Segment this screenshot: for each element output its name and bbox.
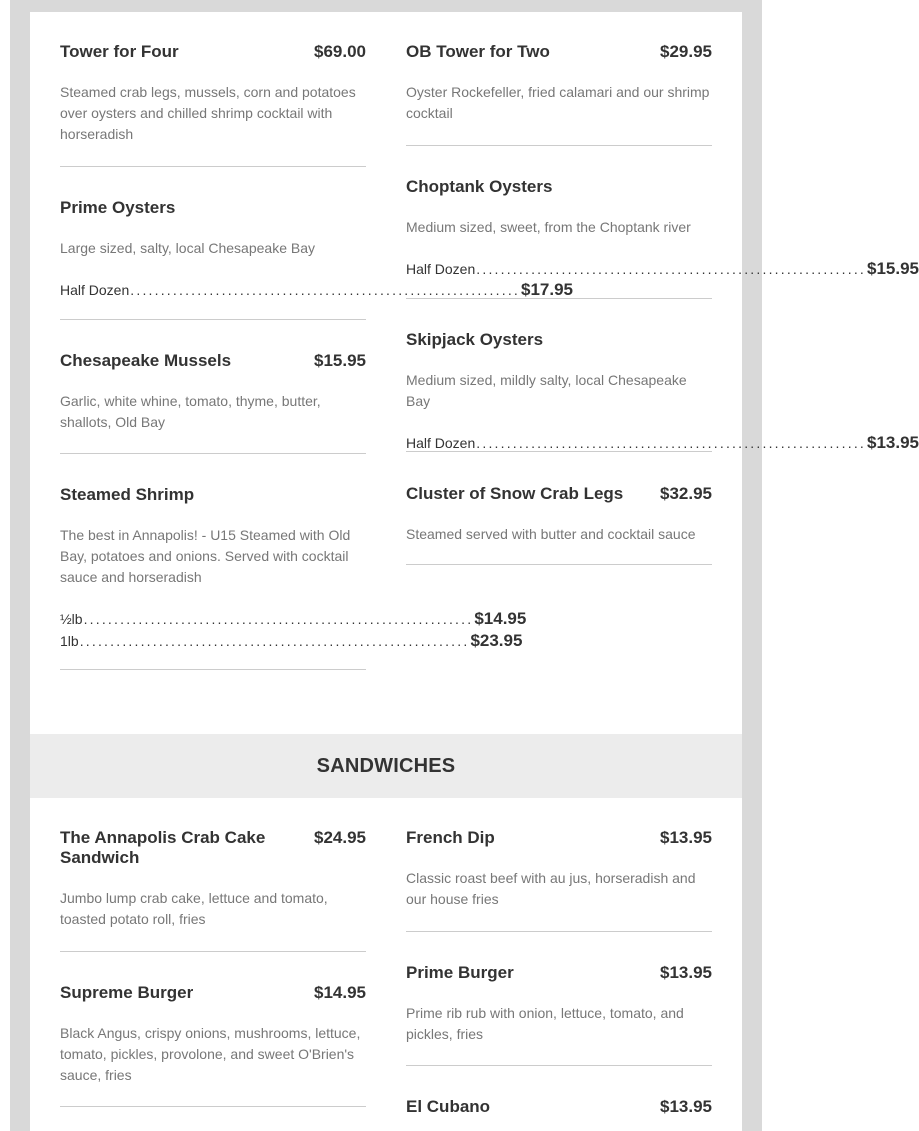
price-line bbox=[60, 608, 527, 630]
item-description: Medium sized, sweet, from the Choptank river bbox=[406, 219, 691, 235]
item-description: Classic roast beef with au jus, horseradish and our house fries bbox=[406, 870, 696, 907]
item-price: $24.95 bbox=[314, 828, 366, 847]
dot-leader: ................................................................ bbox=[476, 261, 867, 277]
item-price: $14.95 bbox=[314, 983, 366, 1002]
item-price: $13.95 bbox=[660, 963, 712, 982]
price-line bbox=[60, 630, 523, 652]
price-line-label: Half Dozen bbox=[406, 435, 476, 451]
item-description: Large sized, salty, local Chesapeake Bay bbox=[60, 240, 315, 256]
menu-item bbox=[406, 828, 712, 932]
item-price: $32.95 bbox=[660, 484, 712, 503]
item-description: Black Angus, crispy onions, mushrooms, lettuce, tomato, pickles, provolone, and sweet O'Brien's sauce, fries bbox=[60, 1025, 361, 1083]
item-name: Tower for Four bbox=[60, 42, 179, 61]
item-name: Supreme Burger bbox=[60, 983, 194, 1002]
item-name: Prime Oysters bbox=[60, 198, 176, 217]
dot-leader: ................................................................ bbox=[476, 435, 867, 451]
menu-item bbox=[406, 299, 919, 452]
item-description: Prime rib rub with onion, lettuce, tomato, and pickles, fries bbox=[406, 1005, 684, 1042]
starters-right-column bbox=[406, 42, 919, 565]
menu-item bbox=[60, 952, 366, 1107]
section-title: SANDWICHES bbox=[316, 754, 456, 777]
menu-item bbox=[406, 146, 919, 299]
item-description: Jumbo lump crab cake, lettuce and tomato, toasted potato roll, fries bbox=[60, 890, 328, 927]
item-description: Steamed crab legs, mussels, corn and potatoes over oysters and chilled shrimp cocktail with horseradish bbox=[60, 84, 356, 142]
price-line-label: Half Dozen bbox=[60, 282, 130, 298]
menu-item bbox=[406, 1066, 712, 1117]
item-name: French Dip bbox=[406, 828, 495, 847]
price-line-price: $15.95 bbox=[867, 259, 919, 278]
price-line bbox=[406, 258, 919, 280]
price-line-label: Half Dozen bbox=[406, 261, 476, 277]
menu-item bbox=[406, 42, 712, 146]
item-name: Prime Burger bbox=[406, 963, 514, 982]
item-name: Skipjack Oysters bbox=[406, 330, 544, 349]
item-price: $69.00 bbox=[314, 42, 366, 61]
item-price: $15.95 bbox=[314, 351, 366, 370]
item-description: Medium sized, mildly salty, local Chesapeake Bay bbox=[406, 372, 687, 409]
item-price: $29.95 bbox=[660, 42, 712, 61]
item-name: El Cubano bbox=[406, 1097, 491, 1116]
menu-item bbox=[60, 320, 366, 454]
item-name: Cluster of Snow Crab Legs bbox=[406, 484, 624, 503]
price-line-price: $23.95 bbox=[470, 631, 523, 650]
price-line-price: $14.95 bbox=[474, 609, 527, 628]
item-description: Steamed served with butter and cocktail sauce bbox=[406, 526, 696, 542]
price-line-price: $13.95 bbox=[867, 433, 919, 452]
section-header-sandwiches bbox=[30, 734, 742, 798]
sandwiches-left-column bbox=[60, 828, 366, 1107]
price-line-price: $17.95 bbox=[521, 280, 574, 299]
sandwiches-right-column bbox=[406, 828, 712, 1117]
item-description: The best in Annapolis! - U15 Steamed with Old Bay, potatoes and onions. Served with cocktail sauce and horseradish bbox=[60, 527, 351, 585]
item-price: $13.95 bbox=[660, 828, 712, 847]
item-name: OB Tower for Two bbox=[406, 42, 550, 61]
item-name: Choptank Oysters bbox=[406, 177, 553, 196]
menu-item bbox=[406, 932, 712, 1066]
price-line-label: 1lb bbox=[60, 633, 79, 649]
item-name: Steamed Shrimp bbox=[60, 485, 195, 504]
price-line-label: ½lb bbox=[60, 611, 83, 627]
item-description: Oyster Rockefeller, fried calamari and our shrimp cocktail bbox=[406, 84, 710, 121]
menu-item bbox=[60, 42, 366, 167]
dot-leader: ................................................................ bbox=[130, 282, 521, 298]
menu-item bbox=[60, 828, 366, 952]
menu-item bbox=[406, 452, 712, 565]
price-line bbox=[60, 279, 574, 301]
item-price: $13.95 bbox=[660, 1097, 712, 1116]
item-name: The Annapolis Crab Cake Sandwich bbox=[60, 828, 266, 867]
dot-leader: ................................................................ bbox=[79, 633, 470, 649]
dot-leader: ................................................................ bbox=[83, 611, 474, 627]
item-description: Garlic, white whine, tomato, thyme, butter, shallots, Old Bay bbox=[60, 393, 321, 430]
price-line bbox=[406, 432, 919, 454]
item-name: Chesapeake Mussels bbox=[60, 351, 232, 370]
